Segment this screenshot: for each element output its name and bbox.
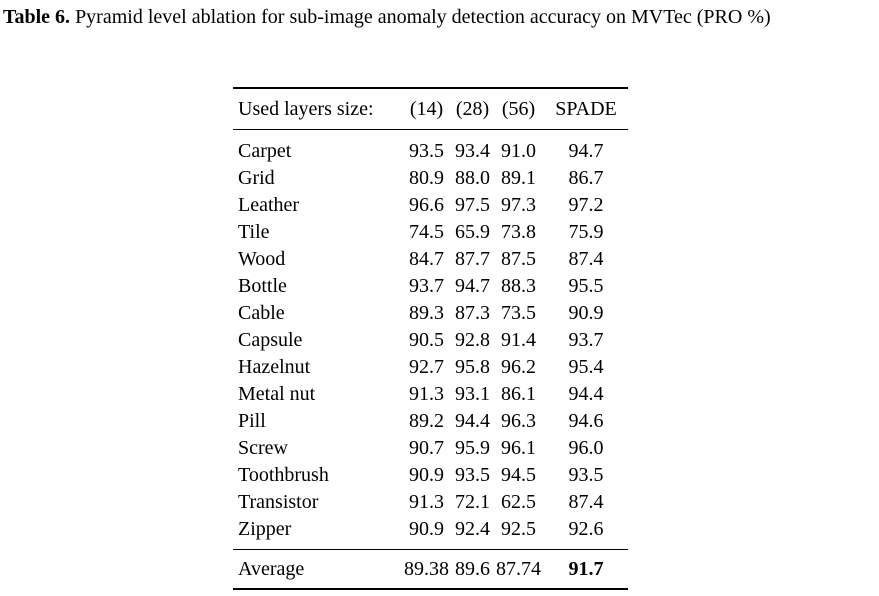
cell: 89.3 xyxy=(409,302,444,324)
cell: 91.3 xyxy=(409,383,444,405)
cell: 96.3 xyxy=(501,410,536,432)
cell: 87.5 xyxy=(501,248,536,270)
cell: 74.5 xyxy=(409,221,444,243)
row-label: Screw xyxy=(238,437,288,459)
cell: 75.9 xyxy=(568,221,604,243)
cell: 90.9 xyxy=(409,518,444,540)
cell: 87.74 xyxy=(496,557,541,580)
cell: 93.5 xyxy=(455,464,490,486)
cell: 95.5 xyxy=(568,275,604,297)
cell-best: 91.7 xyxy=(568,557,604,580)
table-row xyxy=(233,489,628,516)
table-row xyxy=(233,381,628,408)
row-label: Bottle xyxy=(238,275,287,297)
row-label: Zipper xyxy=(238,518,292,540)
row-label: Grid xyxy=(238,167,275,189)
cell: 72.1 xyxy=(455,491,490,513)
cell: 93.1 xyxy=(455,383,490,405)
cell: 93.5 xyxy=(568,464,604,486)
table-row xyxy=(233,462,628,489)
cell: 86.7 xyxy=(568,167,604,189)
table-row xyxy=(233,130,628,166)
cell: 87.4 xyxy=(568,248,604,270)
column-header-14: (14) xyxy=(409,97,444,120)
table-row xyxy=(233,273,628,300)
cell: 80.9 xyxy=(409,167,444,189)
row-label: Carpet xyxy=(238,140,292,162)
cell: 94.7 xyxy=(455,275,490,297)
cell: 90.5 xyxy=(409,329,444,351)
cell: 87.7 xyxy=(455,248,490,270)
table-row xyxy=(233,165,628,192)
row-label: Tile xyxy=(238,221,270,243)
row-label: Pill xyxy=(238,410,266,432)
cell: 89.1 xyxy=(501,167,536,189)
cell: 92.6 xyxy=(568,518,604,540)
cell: 95.8 xyxy=(455,356,490,378)
cell: 84.7 xyxy=(409,248,444,270)
cell: 93.7 xyxy=(409,275,444,297)
cell: 92.5 xyxy=(501,518,536,540)
cell: 87.3 xyxy=(455,302,490,324)
column-header-label: Used layers size: xyxy=(238,97,374,120)
cell: 62.5 xyxy=(501,491,536,513)
column-header-56: (56) xyxy=(501,97,536,120)
cell: 89.38 xyxy=(404,557,449,580)
table-row xyxy=(233,327,628,354)
table-caption xyxy=(3,4,873,31)
row-label: Cable xyxy=(238,302,285,324)
row-label: Capsule xyxy=(238,329,303,351)
cell: 97.3 xyxy=(501,194,536,216)
row-label: Average xyxy=(238,557,305,580)
row-label: Transistor xyxy=(238,491,319,513)
average-row xyxy=(233,550,628,590)
cell: 97.2 xyxy=(568,194,604,216)
cell: 94.5 xyxy=(501,464,536,486)
cell: 92.7 xyxy=(409,356,444,378)
cell: 73.5 xyxy=(501,302,536,324)
cell: 88.0 xyxy=(455,167,490,189)
table-row xyxy=(233,435,628,462)
table-row xyxy=(233,516,628,550)
cell: 86.1 xyxy=(501,383,536,405)
cell: 95.9 xyxy=(455,437,490,459)
cell: 93.4 xyxy=(455,140,490,162)
row-label: Leather xyxy=(238,194,300,216)
cell: 89.6 xyxy=(455,557,490,580)
cell: 91.0 xyxy=(501,140,536,162)
cell: 90.9 xyxy=(409,464,444,486)
cell: 96.1 xyxy=(501,437,536,459)
row-label: Wood xyxy=(238,248,286,270)
table-row xyxy=(233,300,628,327)
cell: 73.8 xyxy=(501,221,536,243)
cell: 94.6 xyxy=(568,410,604,432)
cell: 91.3 xyxy=(409,491,444,513)
cell: 90.9 xyxy=(568,302,604,324)
cell: 90.7 xyxy=(409,437,444,459)
caption-label: Table 6. xyxy=(3,6,71,28)
table-row xyxy=(233,192,628,219)
cell: 87.4 xyxy=(568,491,604,513)
cell: 93.5 xyxy=(409,140,444,162)
row-label: Hazelnut xyxy=(238,356,311,378)
column-header-28: (28) xyxy=(455,97,490,120)
cell: 94.4 xyxy=(455,410,490,432)
row-label: Toothbrush xyxy=(238,464,329,486)
cell: 95.4 xyxy=(568,356,604,378)
cell: 92.8 xyxy=(455,329,490,351)
cell: 96.2 xyxy=(501,356,536,378)
column-header-spade: SPADE xyxy=(555,97,617,120)
caption-text: Pyramid level ablation for sub-image anomaly detection accuracy on MVTec (PRO %) xyxy=(75,6,771,28)
table-row xyxy=(233,354,628,381)
cell: 96.0 xyxy=(568,437,604,459)
header-row xyxy=(233,88,628,130)
cell: 94.4 xyxy=(568,383,604,405)
table-row xyxy=(233,219,628,246)
ablation-table xyxy=(233,87,628,590)
row-label: Metal nut xyxy=(238,383,316,405)
cell: 88.3 xyxy=(501,275,536,297)
cell: 91.4 xyxy=(501,329,536,351)
cell: 97.5 xyxy=(455,194,490,216)
table-row xyxy=(233,246,628,273)
cell: 65.9 xyxy=(455,221,490,243)
cell: 89.2 xyxy=(409,410,444,432)
table-row xyxy=(233,408,628,435)
cell: 93.7 xyxy=(568,329,604,351)
cell: 92.4 xyxy=(455,518,490,540)
cell: 96.6 xyxy=(409,194,444,216)
cell: 94.7 xyxy=(568,140,604,162)
